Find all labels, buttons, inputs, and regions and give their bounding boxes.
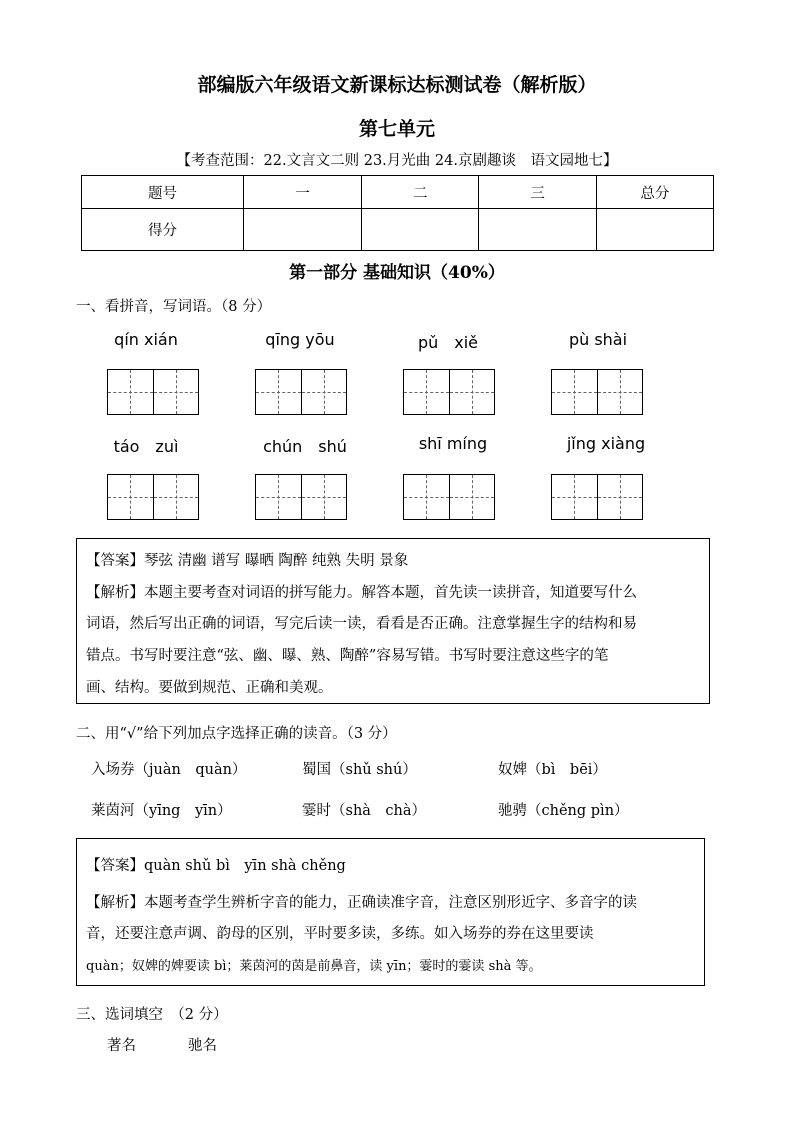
pinyin-1: qín xián (114, 330, 178, 349)
word-option-1: 著名 (107, 1038, 136, 1054)
writing-grid-5[interactable] (107, 474, 199, 520)
score-cell-3[interactable] (479, 209, 596, 251)
score-header-2: 二 (362, 176, 479, 209)
analysis-1-line-4: 画、结构。要做到规范、正确和美观。 (86, 680, 333, 696)
analysis-2-line-3: quàn；奴婢的婢要读 bì；莱茵河的茵是前鼻音，读 yīn；霎时的霎读 shà 等。 (86, 959, 542, 974)
writing-grid-6[interactable] (255, 474, 347, 520)
writing-grid-8[interactable] (551, 474, 643, 520)
answer-2: 【答案】quàn shǔ bì yīn shà chěng (86, 858, 346, 874)
score-cell-total[interactable] (596, 209, 713, 251)
pinyin-6: chún shú (263, 437, 347, 456)
analysis-2-line-1: 【解析】本题考查学生辨析字音的能力，正确读准字音，注意区别形近字、多音字的读 (86, 895, 637, 911)
reading-item-3[interactable]: 奴婢（bì bēi） (498, 762, 607, 778)
question-3-title: 三、选词填空 （2 分） (76, 1007, 228, 1023)
reading-item-6[interactable]: 驰骋（chěng pìn） (498, 803, 629, 819)
part-title: 第一部分 基础知识（40%） (289, 263, 505, 283)
exam-range: 【考查范围：22.文言文二则 23.月光曲 24.京剧趣谈 语文园地七】 (176, 153, 618, 169)
score-header-1: 一 (244, 176, 362, 209)
score-header-number: 题号 (82, 176, 244, 209)
question-2-title: 二、用“√”给下列加点字选择正确的读音。（3 分） (76, 726, 397, 742)
score-header-total: 总分 (596, 176, 713, 209)
document-title: 部编版六年级语文新课标达标测试卷（解析版） (197, 74, 597, 96)
writing-grid-7[interactable] (403, 474, 495, 520)
reading-item-4[interactable]: 莱茵河（yīng yīn） (91, 803, 232, 819)
score-row-label: 得分 (82, 209, 244, 251)
writing-grid-1[interactable] (107, 369, 199, 415)
score-cell-2[interactable] (362, 209, 479, 251)
question-1-title: 一、看拼音，写词语。（8 分） (76, 299, 272, 315)
unit-title: 第七单元 (358, 118, 435, 140)
analysis-1-line-3: 错点。书写时要注意“弦、幽、曝、熟、陶醉”容易写错。书写时要注意这些字的笔 (86, 648, 609, 664)
writing-grid-3[interactable] (403, 369, 495, 415)
analysis-1-line-1: 【解析】本题主要考查对词语的拼写能力。解答本题，首先读一读拼音，知道要写什么 (86, 585, 637, 601)
writing-grid-2[interactable] (255, 369, 347, 415)
pinyin-3: pǔ xiě (417, 333, 479, 352)
analysis-2-line-2: 音，还要注意声调、韵母的区别，平时要多读，多练。如入场券的券在这里要读 (86, 926, 594, 942)
pinyin-8: jǐng xiàng (566, 434, 646, 453)
writing-grid-4[interactable] (551, 369, 643, 415)
reading-item-2[interactable]: 蜀国（shǔ shú） (302, 762, 417, 778)
pinyin-2: qīng yōu (265, 330, 335, 349)
pinyin-5: táo zuì (113, 437, 179, 456)
score-table (81, 175, 714, 251)
score-header-3: 三 (479, 176, 596, 209)
score-cell-1[interactable] (244, 209, 362, 251)
word-option-2: 驰名 (188, 1038, 217, 1054)
answer-1: 【答案】琴弦 清幽 谱写 曝晒 陶醉 纯熟 失明 景象 (86, 553, 409, 569)
reading-item-5[interactable]: 霎时（shà chà） (302, 803, 427, 819)
pinyin-7: shī míng (418, 434, 488, 453)
reading-item-1[interactable]: 入场券（juàn quàn） (91, 762, 247, 778)
pinyin-4: pù shài (568, 330, 628, 349)
analysis-1-line-2: 词语，然后写出正确的词语，写完后读一读，看看是否正确。注意掌握生字的结构和易 (86, 616, 637, 632)
